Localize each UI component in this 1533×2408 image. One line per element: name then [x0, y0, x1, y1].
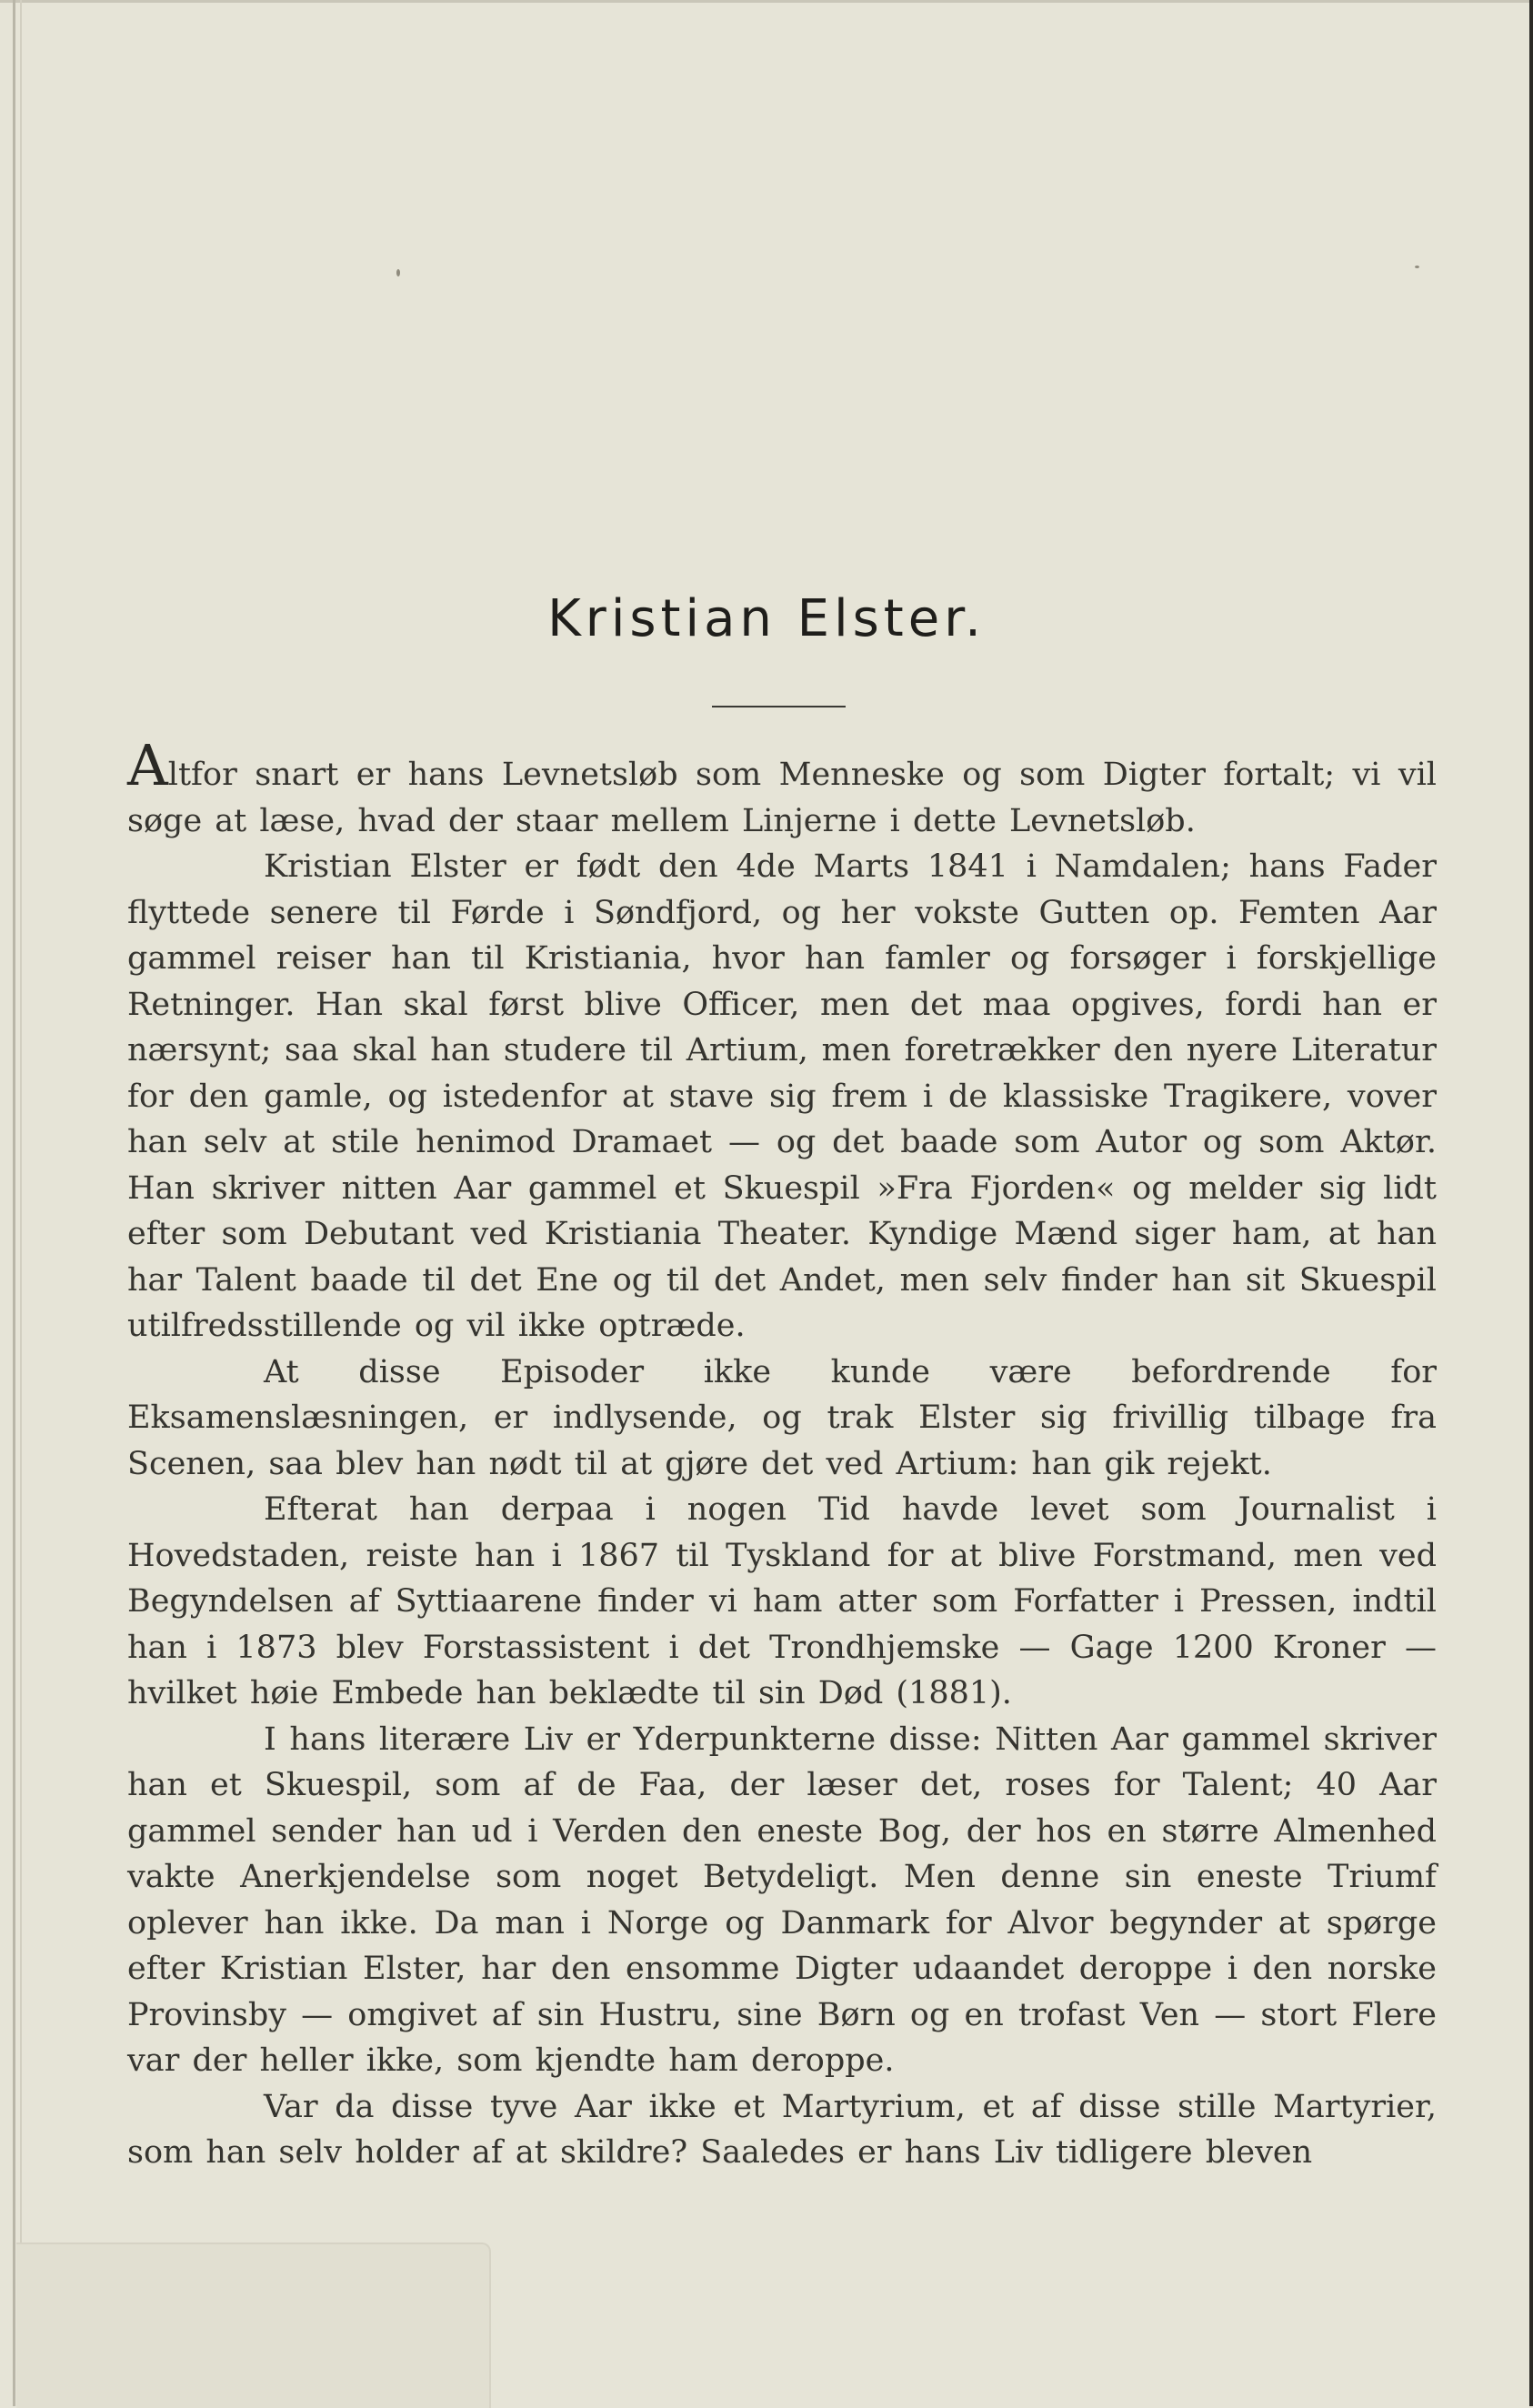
drop-cap: A — [127, 732, 168, 798]
paragraph-6: Var da disse tyve Aar ikke et Martyrium, et af disse stille Martyrier, som han selv holder af at skildre? Saaledes er hans Liv tidligere bleven — [127, 2088, 1437, 2171]
paper-speck — [1415, 266, 1419, 268]
page-binding-shadow — [20, 0, 22, 2406]
page-top-edge — [0, 0, 1533, 3]
paragraph-2: Kristian Elster er født den 4de Marts 1841 i Namdalen; hans Fader flyttede senere til Førde i Søndfjord, og her vokste Gutten op. Femten Aar gammel reiser han til Kristiania, hvor han famler og forsøger i forskjellige Retninger. Han skal først blive Officer, men det maa opgives, fordi han er nærsynt; saa skal han studere til Artium, men foretrækker den nyere Literatur for den gamle, og istedenfor at stave sig frem i de klassiske Tragikere, vover han selv at stile henimod Dramaet — og det baade som Autor og som Aktør. Han skriver nitten Aar gammel et Skuespil »Fra Fjorden« og melder sig lidt efter som Debutant ved Kristiania Theater. Kyndige Mænd siger ham, at han har Talent baade til det Ene og til det Andet, men selv finder han sit Skuespil utilfredsstillende og vil ikke optræde. — [127, 848, 1437, 1344]
paragraph-5: I hans literære Liv er Yderpunkterne disse: Nitten Aar gammel skriver han et Skuespil, som af de Faa, der læser det, roses for Talent; 40 Aar gammel sender han ud i Verden den eneste Bog, der hos en større Almenhed vakte Anerkjendelse som noget Betydeligt. Men denne sin eneste Triumf oplever han ikke. Da man i Norge og Danmark for Alvor begynder at spørge efter Kristian Elster, har den ensomme Digter udaandet deroppe i den norske Provinsby — omgivet af sin Hustru, sine Børn og en trofast Ven — stort Flere var der heller ikke, som kjendte ham deroppe. — [127, 1721, 1437, 2079]
paper-speck — [396, 269, 400, 276]
body-text — [127, 732, 1437, 2176]
paragraph-1 — [127, 732, 1437, 844]
title-divider — [712, 706, 846, 707]
page-right-edge — [1529, 0, 1533, 2406]
chapter-title: Kristian Elster. — [547, 589, 986, 648]
page-corner-fold — [16, 2242, 491, 2408]
paragraph-4: Efterat han derpaa i nogen Tid havde levet som Journalist i Hovedstaden, reiste han i 1867 til Tyskland for at blive Forstmand, men ved Begyndelsen af Syttiaarene finder vi ham atter som Forfatter i Pressen, indtil han i 1873 blev Forstassistent i det Trondhjemske — Gage 1200 Kroner — hvilket høie Embede han beklædte til sin Død (1881). — [127, 1491, 1437, 1711]
page-binding-edge — [13, 0, 15, 2406]
paragraph-3: At disse Episoder ikke kunde være befordrende for Eksamenslæsningen, er indlysende, og trak Elster sig frivillig tilbage fra Scenen, saa blev han nødt til at gjøre det ved Artium: han gik rejekt. — [127, 1353, 1437, 1482]
paragraph-1-text: ltfor snart er hans Levnetsløb som Menneske og som Digter fortalt; vi vil søge at læse, hvad der staar mellem Linjerne i dette Levnetsløb. — [127, 757, 1437, 839]
